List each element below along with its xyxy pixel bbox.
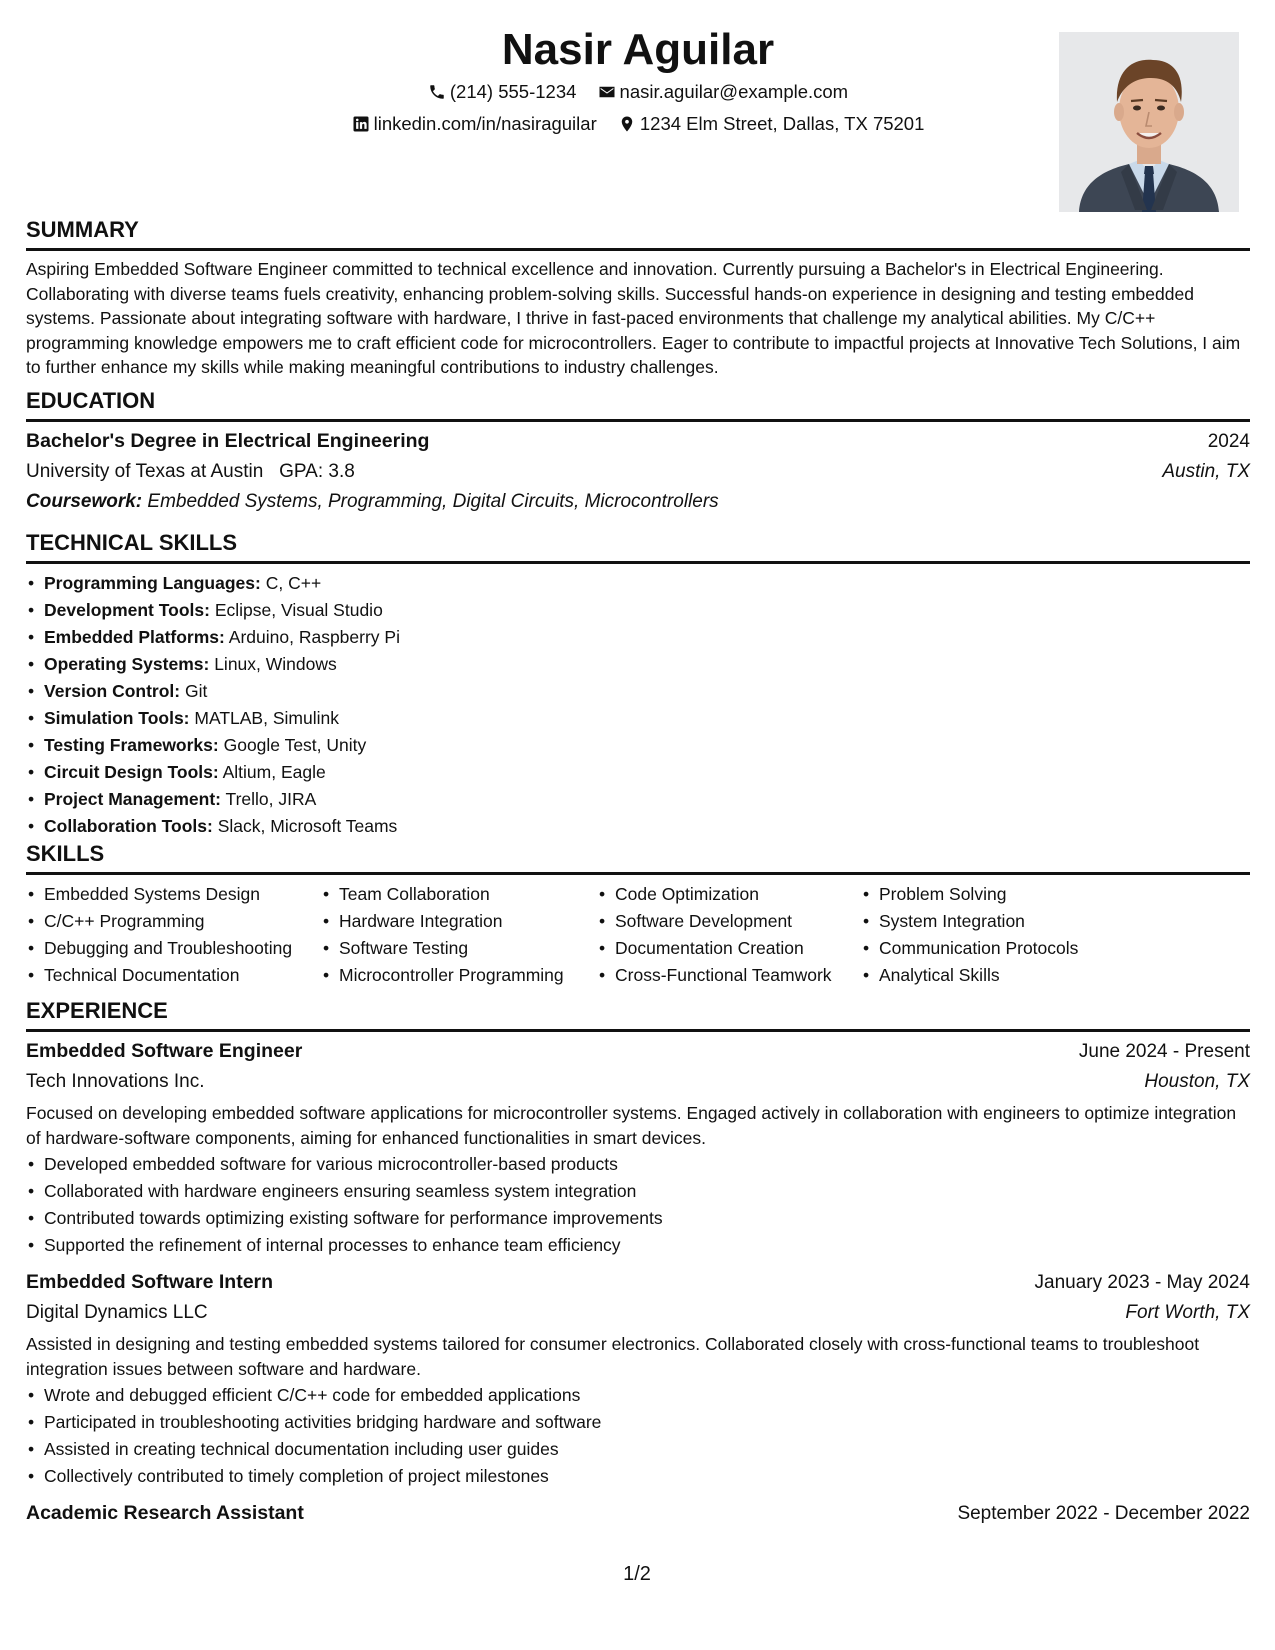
skill-category: Programming Languages: xyxy=(44,573,261,593)
summary-section xyxy=(26,216,1250,380)
job-title: Embedded Software Engineer xyxy=(26,1040,303,1062)
phone-icon xyxy=(428,83,446,101)
job-bullets xyxy=(26,1382,1250,1490)
skill-category: Operating Systems: xyxy=(44,654,210,674)
list-item: • System Integration xyxy=(861,908,1161,935)
skill-values: Eclipse, Visual Studio xyxy=(214,600,383,620)
job-description: Assisted in designing and testing embedded systems tailored for consumer electronics. Collaborated closely with cross-functional teams to troubleshoot integration issues between software and hardware. xyxy=(26,1334,1200,1379)
company-name: Digital Dynamics LLC xyxy=(26,1302,208,1323)
job-description: Focused on developing embedded software applications for microcontroller systems. Engaged actively in collaboration with engineers to optimize integration of hardware-software components, aiming for enhanced functionalities in smart devices. xyxy=(26,1103,1237,1148)
list-item: • Problem Solving xyxy=(861,881,1161,908)
coursework xyxy=(26,487,1250,517)
skill-values: Slack, Microsoft Teams xyxy=(217,816,398,836)
school-name: University of Texas at Austin xyxy=(26,461,264,482)
job-entry xyxy=(26,1498,1250,1529)
list-item: • Debugging and Troubleshooting xyxy=(26,935,321,962)
email-contact[interactable] xyxy=(598,80,849,104)
list-item: • Contributed towards optimizing existing software for performance improvements xyxy=(26,1205,1250,1232)
experience-section xyxy=(26,997,1250,1529)
list-item: • Team Collaboration xyxy=(321,881,597,908)
list-item: • Developed embedded software for various microcontroller-based products xyxy=(26,1151,1250,1178)
coursework-label: Coursework: xyxy=(26,491,143,512)
candidate-name: Nasir Aguilar xyxy=(501,25,775,74)
skills-heading: SKILLS xyxy=(26,840,1250,875)
list-item xyxy=(26,570,1250,597)
technical-skills-section xyxy=(26,529,1250,840)
job-entry xyxy=(26,1267,1250,1490)
skill-category: Simulation Tools: xyxy=(44,708,190,728)
summary-text: Aspiring Embedded Software Engineer committed to technical excellence and innovation. Currently pursuing a Bachelor's in Electrical Engineering. Collaborating with diverse teams fuels creativity, enhancing problem-solving skills. Successful hands-on experience in designing and testing embedded systems. Passionate about integrating software with hardware, I thrive in fast-paced environments that challenge my analytical abilities. My C/C++ programming knowledge empowers me to craft efficient code for microcontrollers. Eager to contribute to impactful projects at Innovative Tech Solutions, I aim to further enhance my skills while making meaningful contributions to industry challenges. xyxy=(26,259,1241,377)
skill-category: Testing Frameworks: xyxy=(44,735,219,755)
list-item: • Collectively contributed to timely completion of project milestones xyxy=(26,1463,1250,1490)
phone-text: (214) 555-1234 xyxy=(449,81,577,102)
skills-column-4 xyxy=(861,881,1161,989)
list-item xyxy=(26,597,1250,624)
education-row-1 xyxy=(26,426,1250,457)
page-number: 1/2 xyxy=(623,1563,651,1585)
skill-category: Collaboration Tools: xyxy=(44,816,213,836)
linkedin-contact[interactable] xyxy=(352,112,597,136)
skill-values: Linux, Windows xyxy=(214,654,337,674)
list-item: • Hardware Integration xyxy=(321,908,597,935)
gpa: GPA: 3.8 xyxy=(279,461,355,482)
skill-values: Google Test, Unity xyxy=(223,735,367,755)
company-name: Tech Innovations Inc. xyxy=(26,1071,205,1092)
graduation-year: 2024 xyxy=(1207,431,1250,452)
phone-contact xyxy=(428,80,577,104)
list-item xyxy=(26,678,1250,705)
summary-heading: SUMMARY xyxy=(26,216,1250,251)
skills-column-2 xyxy=(321,881,597,989)
education-row-2 xyxy=(26,457,1250,487)
list-item xyxy=(26,813,1250,840)
job-bullets xyxy=(26,1151,1250,1259)
list-item: • Software Testing xyxy=(321,935,597,962)
skill-category: Version Control: xyxy=(44,681,181,701)
skills-column-1 xyxy=(26,881,321,989)
list-item xyxy=(26,786,1250,813)
skills-section xyxy=(26,840,1250,989)
job-header xyxy=(26,1498,1250,1529)
coursework-list: Embedded Systems, Programming, Digital Circuits, Microcontrollers xyxy=(147,491,719,512)
skill-values: Trello, JIRA xyxy=(225,789,317,809)
job-dates: September 2022 - December 2022 xyxy=(957,1503,1250,1524)
school-and-gpa xyxy=(26,457,355,487)
list-item: • Code Optimization xyxy=(597,881,861,908)
list-item: • Analytical Skills xyxy=(861,962,1161,989)
address-contact xyxy=(618,112,925,136)
envelope-icon xyxy=(598,83,616,101)
list-item: • C/C++ Programming xyxy=(26,908,321,935)
resume-header xyxy=(26,20,1250,220)
skills-column-3 xyxy=(597,881,861,989)
email-text[interactable]: nasir.aguilar@example.com xyxy=(619,81,849,102)
technical-skills-list xyxy=(26,570,1250,840)
job-entry xyxy=(26,1036,1250,1259)
skill-values: C, C++ xyxy=(265,573,322,593)
list-item: • Technical Documentation xyxy=(26,962,321,989)
skill-category: Circuit Design Tools: xyxy=(44,762,219,782)
job-title: Academic Research Assistant xyxy=(26,1502,304,1524)
school-location: Austin, TX xyxy=(1162,461,1250,482)
skill-values: Altium, Eagle xyxy=(222,762,326,782)
list-item xyxy=(26,705,1250,732)
list-item xyxy=(26,759,1250,786)
list-item xyxy=(26,624,1250,651)
list-item: • Software Development xyxy=(597,908,861,935)
skill-values: Git xyxy=(185,681,208,701)
job-title: Embedded Software Intern xyxy=(26,1271,274,1293)
list-item: • Embedded Systems Design xyxy=(26,881,321,908)
job-subheader xyxy=(26,1067,1250,1097)
list-item: • Microcontroller Programming xyxy=(321,962,597,989)
list-item: • Assisted in creating technical documentation including user guides xyxy=(26,1436,1250,1463)
skill-category: Embedded Platforms: xyxy=(44,627,225,647)
job-location: Houston, TX xyxy=(1144,1071,1250,1092)
profile-photo xyxy=(1059,32,1239,212)
technical-skills-heading: TECHNICAL SKILLS xyxy=(26,529,1250,564)
list-item: • Communication Protocols xyxy=(861,935,1161,962)
skill-category: Development Tools: xyxy=(44,600,210,620)
list-item: • Cross-Functional Teamwork xyxy=(597,962,861,989)
job-header xyxy=(26,1036,1250,1067)
skill-category: Project Management: xyxy=(44,789,221,809)
list-item xyxy=(26,651,1250,678)
linkedin-icon xyxy=(352,115,370,133)
job-dates: January 2023 - May 2024 xyxy=(1034,1272,1250,1293)
degree-title: Bachelor's Degree in Electrical Engineering xyxy=(26,430,430,452)
linkedin-text[interactable]: linkedin.com/in/nasiraguilar xyxy=(373,113,597,134)
list-item: • Wrote and debugged efficient C/C++ code for embedded applications xyxy=(26,1382,1250,1409)
experience-heading: EXPERIENCE xyxy=(26,997,1250,1032)
location-pin-icon xyxy=(618,115,636,133)
skill-values: Arduino, Raspberry Pi xyxy=(228,627,400,647)
skill-values: MATLAB, Simulink xyxy=(194,708,339,728)
list-item: • Collaborated with hardware engineers ensuring seamless system integration xyxy=(26,1178,1250,1205)
job-location: Fort Worth, TX xyxy=(1125,1302,1250,1323)
skills-grid xyxy=(26,881,1250,989)
education-heading: EDUCATION xyxy=(26,387,1250,422)
job-header xyxy=(26,1267,1250,1298)
list-item xyxy=(26,732,1250,759)
list-item: • Supported the refinement of internal processes to enhance team efficiency xyxy=(26,1232,1250,1259)
address-text: 1234 Elm Street, Dallas, TX 75201 xyxy=(639,113,925,134)
resume-page xyxy=(26,20,1250,1524)
job-dates: June 2024 - Present xyxy=(1078,1041,1250,1062)
education-section xyxy=(26,387,1250,517)
list-item: • Documentation Creation xyxy=(597,935,861,962)
list-item: • Participated in troubleshooting activities bridging hardware and software xyxy=(26,1409,1250,1436)
job-subheader xyxy=(26,1298,1250,1328)
